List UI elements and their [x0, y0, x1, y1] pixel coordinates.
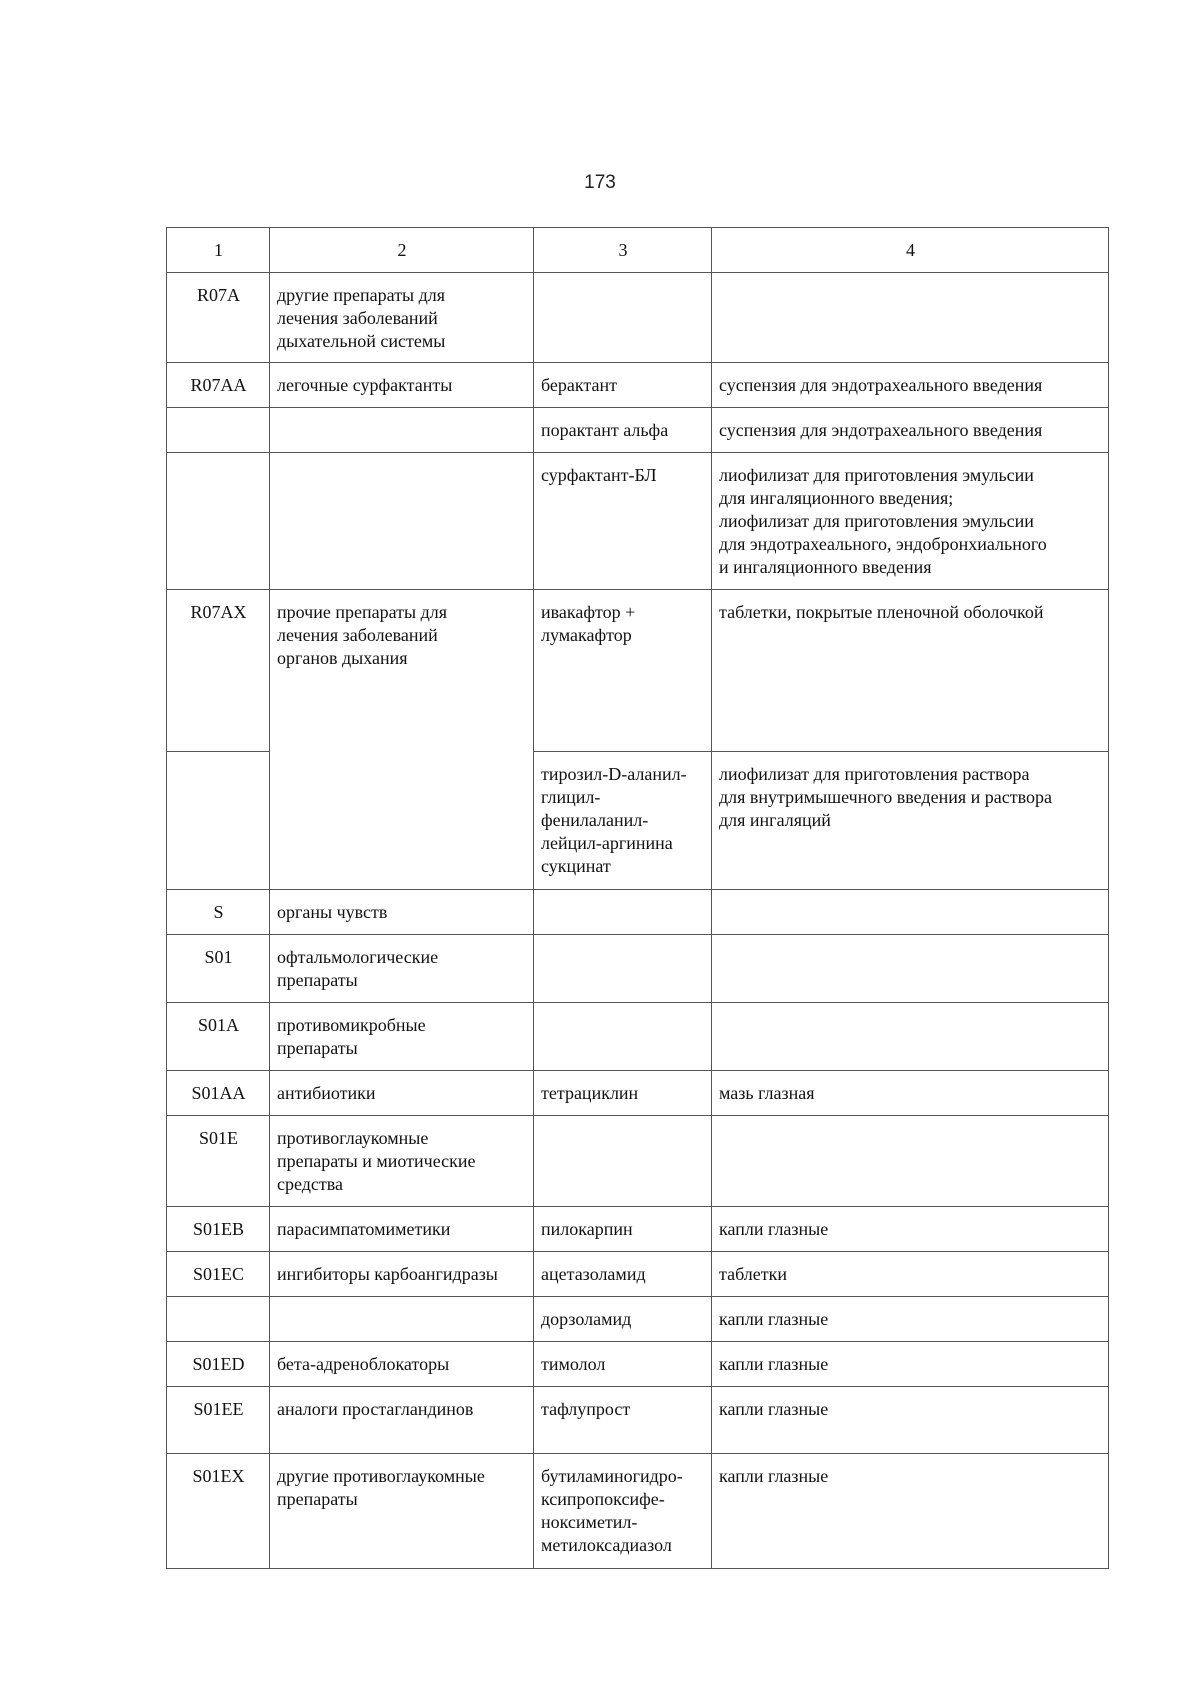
form-cell-line: для внутримышечного введения и раствора: [719, 787, 1052, 807]
table-row: [167, 1297, 1109, 1342]
group-cell-line: парасимпатомиметики: [277, 1219, 451, 1239]
group-cell-line: бета-адреноблокаторы: [277, 1354, 450, 1374]
form-cell-line: капли глазные: [719, 1309, 829, 1329]
code-cell: S01: [167, 935, 270, 1003]
drug-cell-line: лейцил-аргинина: [541, 833, 673, 853]
drug-cell: [534, 1252, 712, 1297]
form-cell-line: таблетки, покрытые пленочной оболочкой: [719, 602, 1044, 622]
group-cell: [270, 590, 534, 890]
drug-cell: [534, 1207, 712, 1252]
code-cell: S01EC: [167, 1252, 270, 1297]
drug-cell-line: фенилаланил-: [541, 810, 649, 830]
form-cell: [712, 363, 1109, 408]
group-cell: [270, 453, 534, 590]
drug-cell: [534, 590, 712, 752]
form-cell: [712, 1342, 1109, 1387]
form-cell-line: лиофилизат для приготовления раствора: [719, 764, 1030, 784]
code-cell: S01AA: [167, 1071, 270, 1116]
code-cell: R07AA: [167, 363, 270, 408]
group-cell-line: лечения заболеваний: [277, 308, 438, 328]
group-cell-line: дыхательной системы: [277, 331, 446, 351]
group-cell-line: легочные сурфактанты: [277, 375, 453, 395]
drug-cell-line: ноксиметил-: [541, 1512, 638, 1532]
form-cell-line: суспензия для эндотрахеального введения: [719, 375, 1043, 395]
form-cell: [712, 1003, 1109, 1071]
drug-cell: [534, 408, 712, 453]
header-cell: 4: [712, 228, 1109, 273]
group-cell-line: ингибиторы карбоангидразы: [277, 1264, 498, 1284]
group-cell-line: противомикробные: [277, 1015, 426, 1035]
code-cell: [167, 408, 270, 453]
drug-table: [166, 227, 1109, 1569]
group-cell: [270, 1454, 534, 1569]
code-cell: S01E: [167, 1116, 270, 1207]
drug-cell-line: метилоксадиазол: [541, 1535, 672, 1555]
group-cell-line: лечения заболеваний: [277, 625, 438, 645]
table-row: [167, 363, 1109, 408]
code-cell: S01EB: [167, 1207, 270, 1252]
table-row: [167, 1207, 1109, 1252]
group-cell-line: средства: [277, 1174, 344, 1194]
form-cell: [712, 890, 1109, 935]
group-cell: [270, 1252, 534, 1297]
drug-cell-line: ксипропоксифе-: [541, 1489, 665, 1509]
drug-cell: [534, 890, 712, 935]
group-cell-line: препараты: [277, 1489, 358, 1509]
form-cell: [712, 752, 1109, 890]
drug-cell-line: лумакафтор: [541, 625, 632, 645]
page-number: 173: [584, 172, 616, 193]
drug-cell: [534, 1387, 712, 1454]
table-row: [167, 590, 1109, 752]
drug-cell-line: порактант альфа: [541, 420, 669, 440]
table-row: [167, 1071, 1109, 1116]
table-row: [167, 1454, 1109, 1569]
drug-cell-line: сурфактант-БЛ: [541, 465, 657, 485]
group-cell-line: препараты: [277, 970, 358, 990]
drug-cell: [534, 1003, 712, 1071]
drug-cell: [534, 1116, 712, 1207]
form-cell-line: лиофилизат для приготовления эмульсии: [719, 465, 1034, 485]
table-row: [167, 1342, 1109, 1387]
form-cell-line: и ингаляционного введения: [719, 557, 932, 577]
drug-cell-line: сукцинат: [541, 856, 611, 876]
drug-cell-line: пилокарпин: [541, 1219, 633, 1239]
header-row: [167, 228, 1109, 273]
header-cell: 1: [167, 228, 270, 273]
drug-cell: [534, 1454, 712, 1569]
group-cell: [270, 273, 534, 363]
drug-cell-line: тимолол: [541, 1354, 606, 1374]
table-row: [167, 1003, 1109, 1071]
code-cell: S: [167, 890, 270, 935]
drug-cell: [534, 363, 712, 408]
form-cell: [712, 935, 1109, 1003]
group-cell: [270, 1071, 534, 1116]
form-cell: [712, 408, 1109, 453]
form-cell: [712, 1116, 1109, 1207]
code-cell: [167, 752, 270, 890]
form-cell-line: таблетки: [719, 1264, 788, 1284]
drug-cell-line: тетрациклин: [541, 1083, 639, 1103]
group-cell: [270, 1003, 534, 1071]
drug-cell: [534, 273, 712, 363]
code-cell: S01EX: [167, 1454, 270, 1569]
drug-cell-line: тафлупрост: [541, 1399, 631, 1419]
form-cell-line: лиофилизат для приготовления эмульсии: [719, 511, 1034, 531]
form-cell-line: капли глазные: [719, 1354, 829, 1374]
drug-cell: [534, 752, 712, 890]
group-cell-line: аналоги простагландинов: [277, 1399, 474, 1419]
code-cell: S01ED: [167, 1342, 270, 1387]
group-cell-line: антибиотики: [277, 1083, 376, 1103]
drug-cell-line: тирозил-D-аланил-: [541, 764, 687, 784]
form-cell-line: капли глазные: [719, 1466, 829, 1486]
drug-cell-line: глицил-: [541, 787, 601, 807]
code-cell: S01EE: [167, 1387, 270, 1454]
code-cell: S01A: [167, 1003, 270, 1071]
group-cell: [270, 1116, 534, 1207]
table-row: [167, 890, 1109, 935]
table-row: [167, 408, 1109, 453]
form-cell: [712, 1252, 1109, 1297]
group-cell-line: препараты и миотические: [277, 1151, 476, 1171]
table-row: [167, 1387, 1109, 1454]
table-row: [167, 1116, 1109, 1207]
drug-cell-line: ацетазоламид: [541, 1264, 646, 1284]
drug-cell: [534, 935, 712, 1003]
group-cell-line: органов дыхания: [277, 648, 408, 668]
code-cell: R07A: [167, 273, 270, 363]
drug-cell: [534, 1297, 712, 1342]
drug-cell: [534, 1071, 712, 1116]
group-cell-line: офтальмологические: [277, 947, 439, 967]
form-cell-line: капли глазные: [719, 1219, 829, 1239]
form-cell: [712, 1387, 1109, 1454]
table-row: [167, 935, 1109, 1003]
form-cell: [712, 273, 1109, 363]
group-cell-line: другие препараты для: [277, 285, 446, 305]
form-cell: [712, 1297, 1109, 1342]
form-cell-line: суспензия для эндотрахеального введения: [719, 420, 1043, 440]
group-cell-line: органы чувств: [277, 902, 388, 922]
code-cell: R07AX: [167, 590, 270, 752]
drug-cell-line: дорзоламид: [541, 1309, 632, 1329]
code-cell: [167, 453, 270, 590]
header-cell: 2: [270, 228, 534, 273]
group-cell-line: прочие препараты для: [277, 602, 447, 622]
form-cell: [712, 590, 1109, 752]
drug-cell-line: бутиламиногидро-: [541, 1466, 683, 1486]
form-cell-line: мазь глазная: [719, 1083, 815, 1103]
form-cell-line: капли глазные: [719, 1399, 829, 1419]
table-body: [167, 228, 1109, 1569]
group-cell-line: противоглаукомные: [277, 1128, 429, 1148]
form-cell: [712, 1207, 1109, 1252]
drug-cell-line: берактант: [541, 375, 617, 395]
group-cell: [270, 1207, 534, 1252]
header-cell: 3: [534, 228, 712, 273]
form-cell: [712, 1071, 1109, 1116]
group-cell: [270, 1342, 534, 1387]
group-cell-line: препараты: [277, 1038, 358, 1058]
form-cell-line: для ингаляций: [719, 810, 831, 830]
table-row: [167, 1252, 1109, 1297]
group-cell-line: другие противоглаукомные: [277, 1466, 485, 1486]
group-cell: [270, 408, 534, 453]
form-cell: [712, 453, 1109, 590]
drug-cell: [534, 1342, 712, 1387]
group-cell: [270, 890, 534, 935]
table-row: [167, 273, 1109, 363]
group-cell: [270, 1297, 534, 1342]
group-cell: [270, 1387, 534, 1454]
form-cell-line: для ингаляционного введения;: [719, 488, 954, 508]
table-row: [167, 453, 1109, 590]
form-cell: [712, 1454, 1109, 1569]
group-cell: [270, 935, 534, 1003]
form-cell-line: для эндотрахеального, эндобронхиального: [719, 534, 1047, 554]
drug-cell-line: ивакафтор +: [541, 602, 636, 622]
group-cell: [270, 363, 534, 408]
code-cell: [167, 1297, 270, 1342]
drug-cell: [534, 453, 712, 590]
